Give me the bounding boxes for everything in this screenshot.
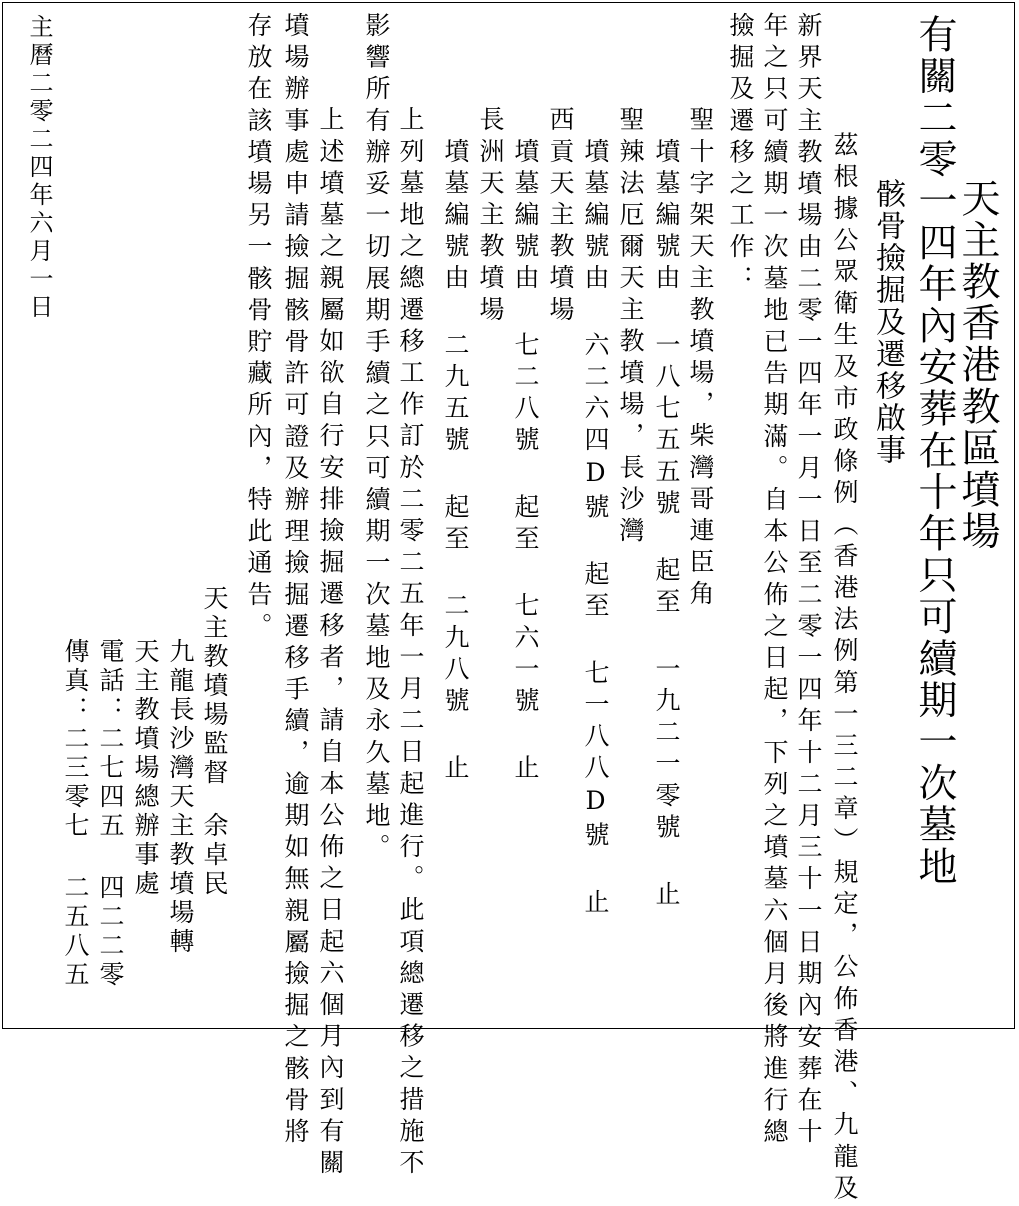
intro-line-1: 茲根據公眾衛生及市政條例（香港法例第一三二章）規定，公佈香港、九龍及: [830, 100, 859, 1206]
notice-line-4: 墳場辦事處申請撿掘骸骨許可證及辦理撿掘遷移手續，逾期如無親屬撿掘之骸骨將: [281, 12, 310, 1150]
cemetery-range-4: 墳墓編號由 二九五號 起至 二九八號 止: [441, 43, 470, 786]
cemetery-name-2: 聖辣法厄爾天主教墳場，長沙灣: [616, 43, 645, 549]
cemetery-name-3: 西貢天主教墳場: [546, 43, 575, 328]
cemetery-range-3: 墳墓編號由 七二八號 起至 七六一號 止: [511, 43, 540, 786]
signature-office: 天主教墳場總辦事處: [131, 638, 160, 899]
cemetery-name-4: 長洲天主教墳場: [476, 43, 505, 328]
cemetery-range-2: 墳墓編號由 六二六四D號 起至 七一八八D號 止: [581, 43, 610, 921]
cemetery-name-1: 聖十字架天主教墳場，柴灣哥連臣角: [686, 43, 715, 612]
cemetery-range-1: 墳墓編號由 一八七五五號 起至 一九二一零號 止: [652, 43, 681, 913]
title-line-2a: 天主教香港教區墳場: [955, 178, 1000, 553]
notice-line-5: 存放在該墳場另一骸骨貯藏所內，特此通告。: [244, 12, 273, 644]
notice-line-1: 上列墓地之總遷移工作訂於二零二五年一月二日起進行。此項總遷移之措施不: [396, 43, 425, 1181]
signature-name: 余卓民: [200, 812, 229, 899]
notice-line-3: 上述墳墓之親屬如欲自行安排撿掘遷移者，請自本公佈之日起六個月內到有關: [316, 43, 345, 1181]
intro-line-2: 新界天主教墳場由二零一四年一月一日至二零一四年十二月三十一日期內安葬在十: [794, 12, 823, 1150]
title-line-2b: 骸骨撿掘及遷移啟事: [870, 178, 905, 466]
signature-phone: 電話：二七四五 四二二零: [96, 638, 125, 990]
signature-fax: 傳真：二三零七 二五八五: [61, 638, 90, 990]
signature-address: 九龍長沙灣天主教墳場轉: [166, 638, 195, 957]
signature-title: 天主教墳場監督: [200, 585, 229, 788]
intro-line-3: 年之只可續期一次墓地已告期滿。自本公佈之日起，下列之墳墓六個月後將進行總: [760, 12, 789, 1150]
intro-line-4: 撿掘及遷移之工作：: [726, 12, 755, 297]
notice-line-2: 影響所有辦妥一切展期手續之只可續期一次墓地及永久墓地。: [362, 12, 391, 866]
notice-date: 主曆二零二四年六月一日: [25, 14, 53, 322]
title-line-1: 有關二零一四年內安葬在十年只可續期一次墓地: [912, 14, 957, 888]
